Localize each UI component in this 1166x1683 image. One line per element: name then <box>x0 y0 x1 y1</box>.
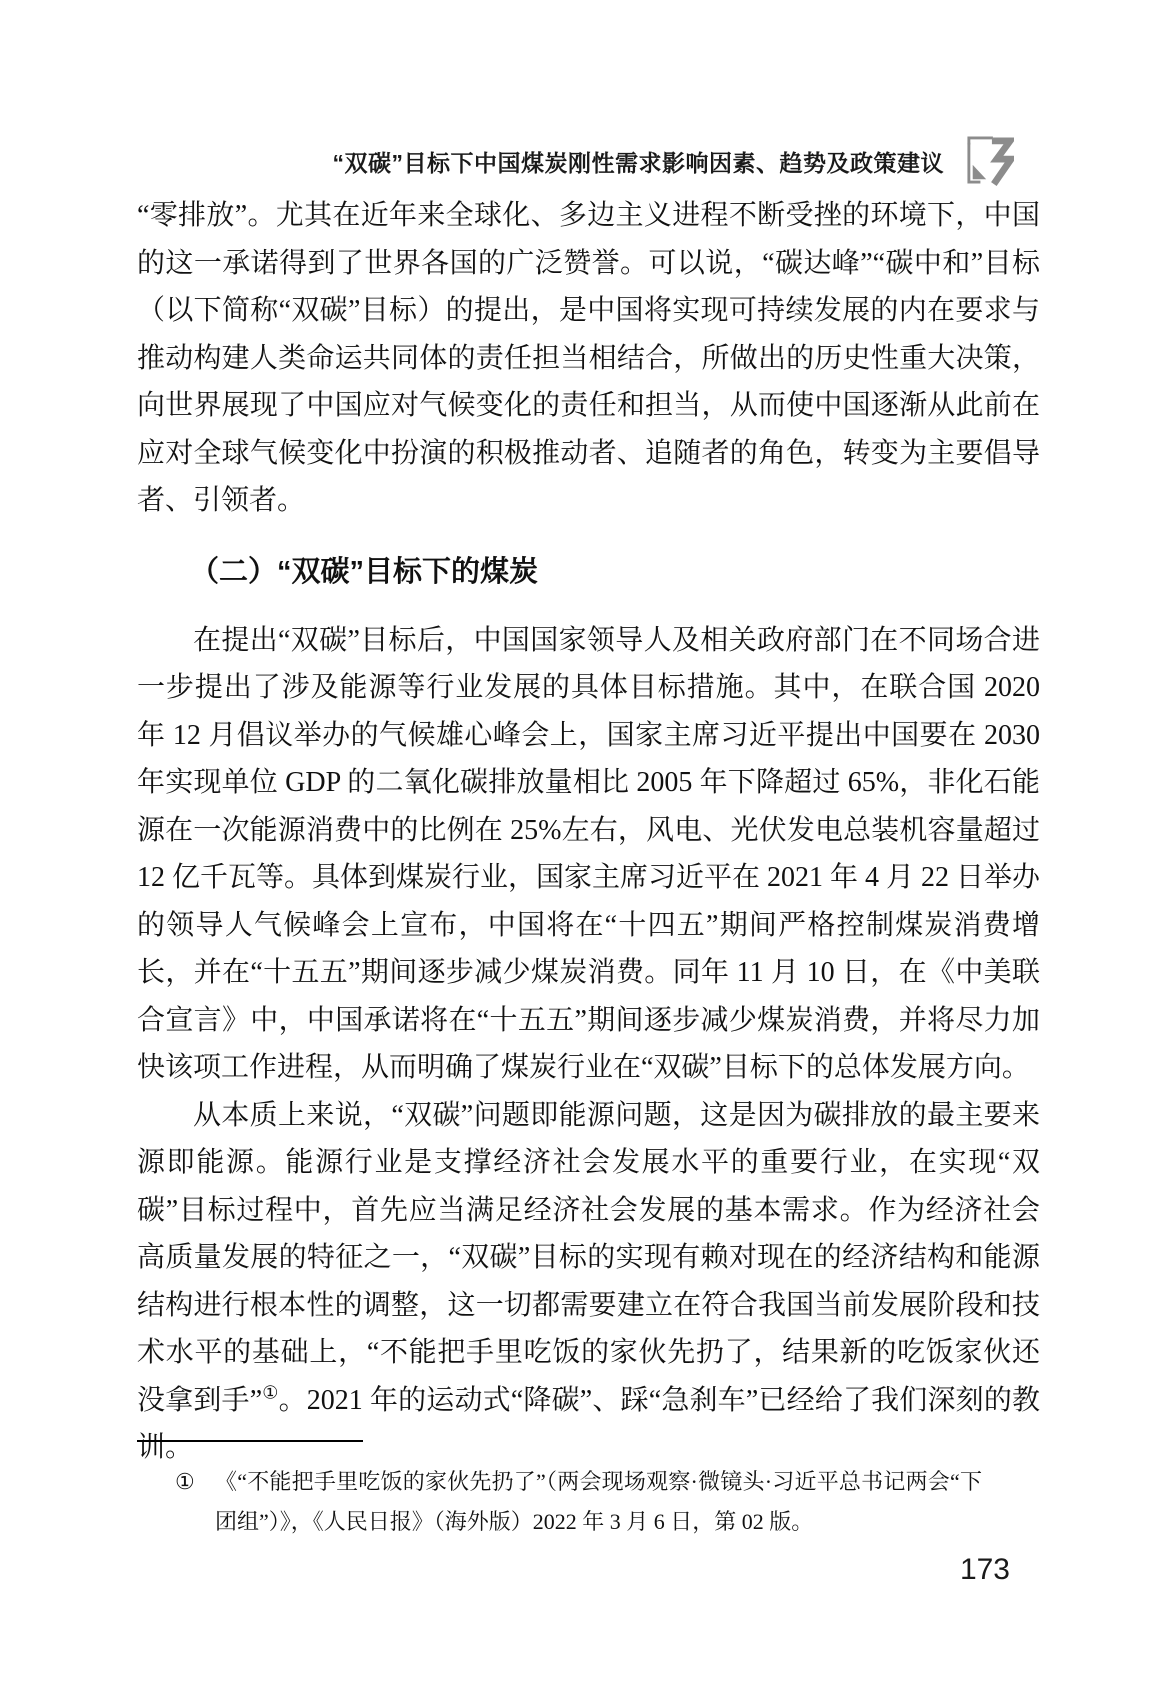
running-head-title: “双碳”目标下中国煤炭刚性需求影响因素、趋势及政策建议 <box>332 149 944 176</box>
section-heading: （二）“双碳”目标下的煤炭 <box>190 555 539 588</box>
page-number: 173 <box>959 1553 1010 1586</box>
paragraph-continuation: “零排放”。尤其在近年来全球化、多边主义进程不断受挫的环境下，中国的这一承诺得到了世界各国的广泛赞誉。可以说，“碳达峰”“碳中和”目标（以下简称“双碳”目标）的提出，是中国将实现可持续发展的内在要求与推动构建人类命运共同体的责任担当相结合，所做出的历史性重大决策，向世界展现了中国应对气候变化的责任和担当，从而使中国逐渐从此前在应对全球气候变化中扮演的积极推动者、追随者的角色，转变为主要倡导者、引领者。 <box>137 200 1040 516</box>
paragraph-text: 。2021 年的运动式“降碳”、踩“急刹车”已经给了我们深刻的教训。 <box>137 1384 1040 1463</box>
footnote <box>137 1462 982 1542</box>
footnote-reference: ① <box>262 1382 279 1403</box>
paragraph: 在提出“双碳”目标后，中国国家领导人及相关政府部门在不同场合进一步提出了涉及能源等行业发展的具体目标措施。其中，在联合国 2020 年 12 月倡议举办的气候雄心峰会上，国家主席习近平提出中国要在 2030 年实现单位 GDP 的二氧化碳排放量相比 2005 年下降超过 65%，非化石能源在一次能源消费中的比例在 25%左右，风电、光伏发电总装机容量超过 12 亿千瓦等。具体到煤炭行业，国家主席习近平在 2021 年 4 月 22 日举办的领导人气候峰会上宣布，中国将在“十四五”期间严格控制煤炭消费增长，并在“十五五”期间逐步减少煤炭消费。同年 11 月 10 日，在《中美联合宣言》中，中国承诺将在“十五五”期间逐步减少煤炭消费，并将尽力加快该项工作进程，从而明确了煤炭行业在“双碳”目标下的总体发展方向。 <box>137 624 1041 1083</box>
footnote-separator <box>137 1440 363 1442</box>
chapter-logo-icon <box>966 134 1014 188</box>
paragraph <box>137 1092 1040 1472</box>
page-header <box>137 134 1014 188</box>
footnote-marker: ① <box>175 1469 195 1494</box>
page-body <box>137 192 1040 1472</box>
footnote-area <box>137 1440 1040 1542</box>
paragraph-text: 从本质上来说，“双碳”问题即能源问题，这是因为碳排放的最主要来源即能源。能源行业是支撑经济社会发展水平的重要行业，在实现“双碳”目标过程中，首先应当满足经济社会发展的基本需求。作为经济社会高质量发展的特征之一，“双碳”目标的实现有赖对现在的经济结构和能源结构进行根本性的调整，这一切都需要建立在符合我国当前发展阶段和技术水平的基础上，“不能把手里吃饭的家伙先扔了，结果新的吃饭家伙还没拿到手” <box>137 1099 1040 1416</box>
footnote-text: 《“不能把手里吃饭的家伙先扔了”（两会现场观察·微镜头·习近平总书记两会“下团组”）》，《人民日报》（海外版）2022 年 3 月 6 日，第 02 版。 <box>215 1469 982 1534</box>
